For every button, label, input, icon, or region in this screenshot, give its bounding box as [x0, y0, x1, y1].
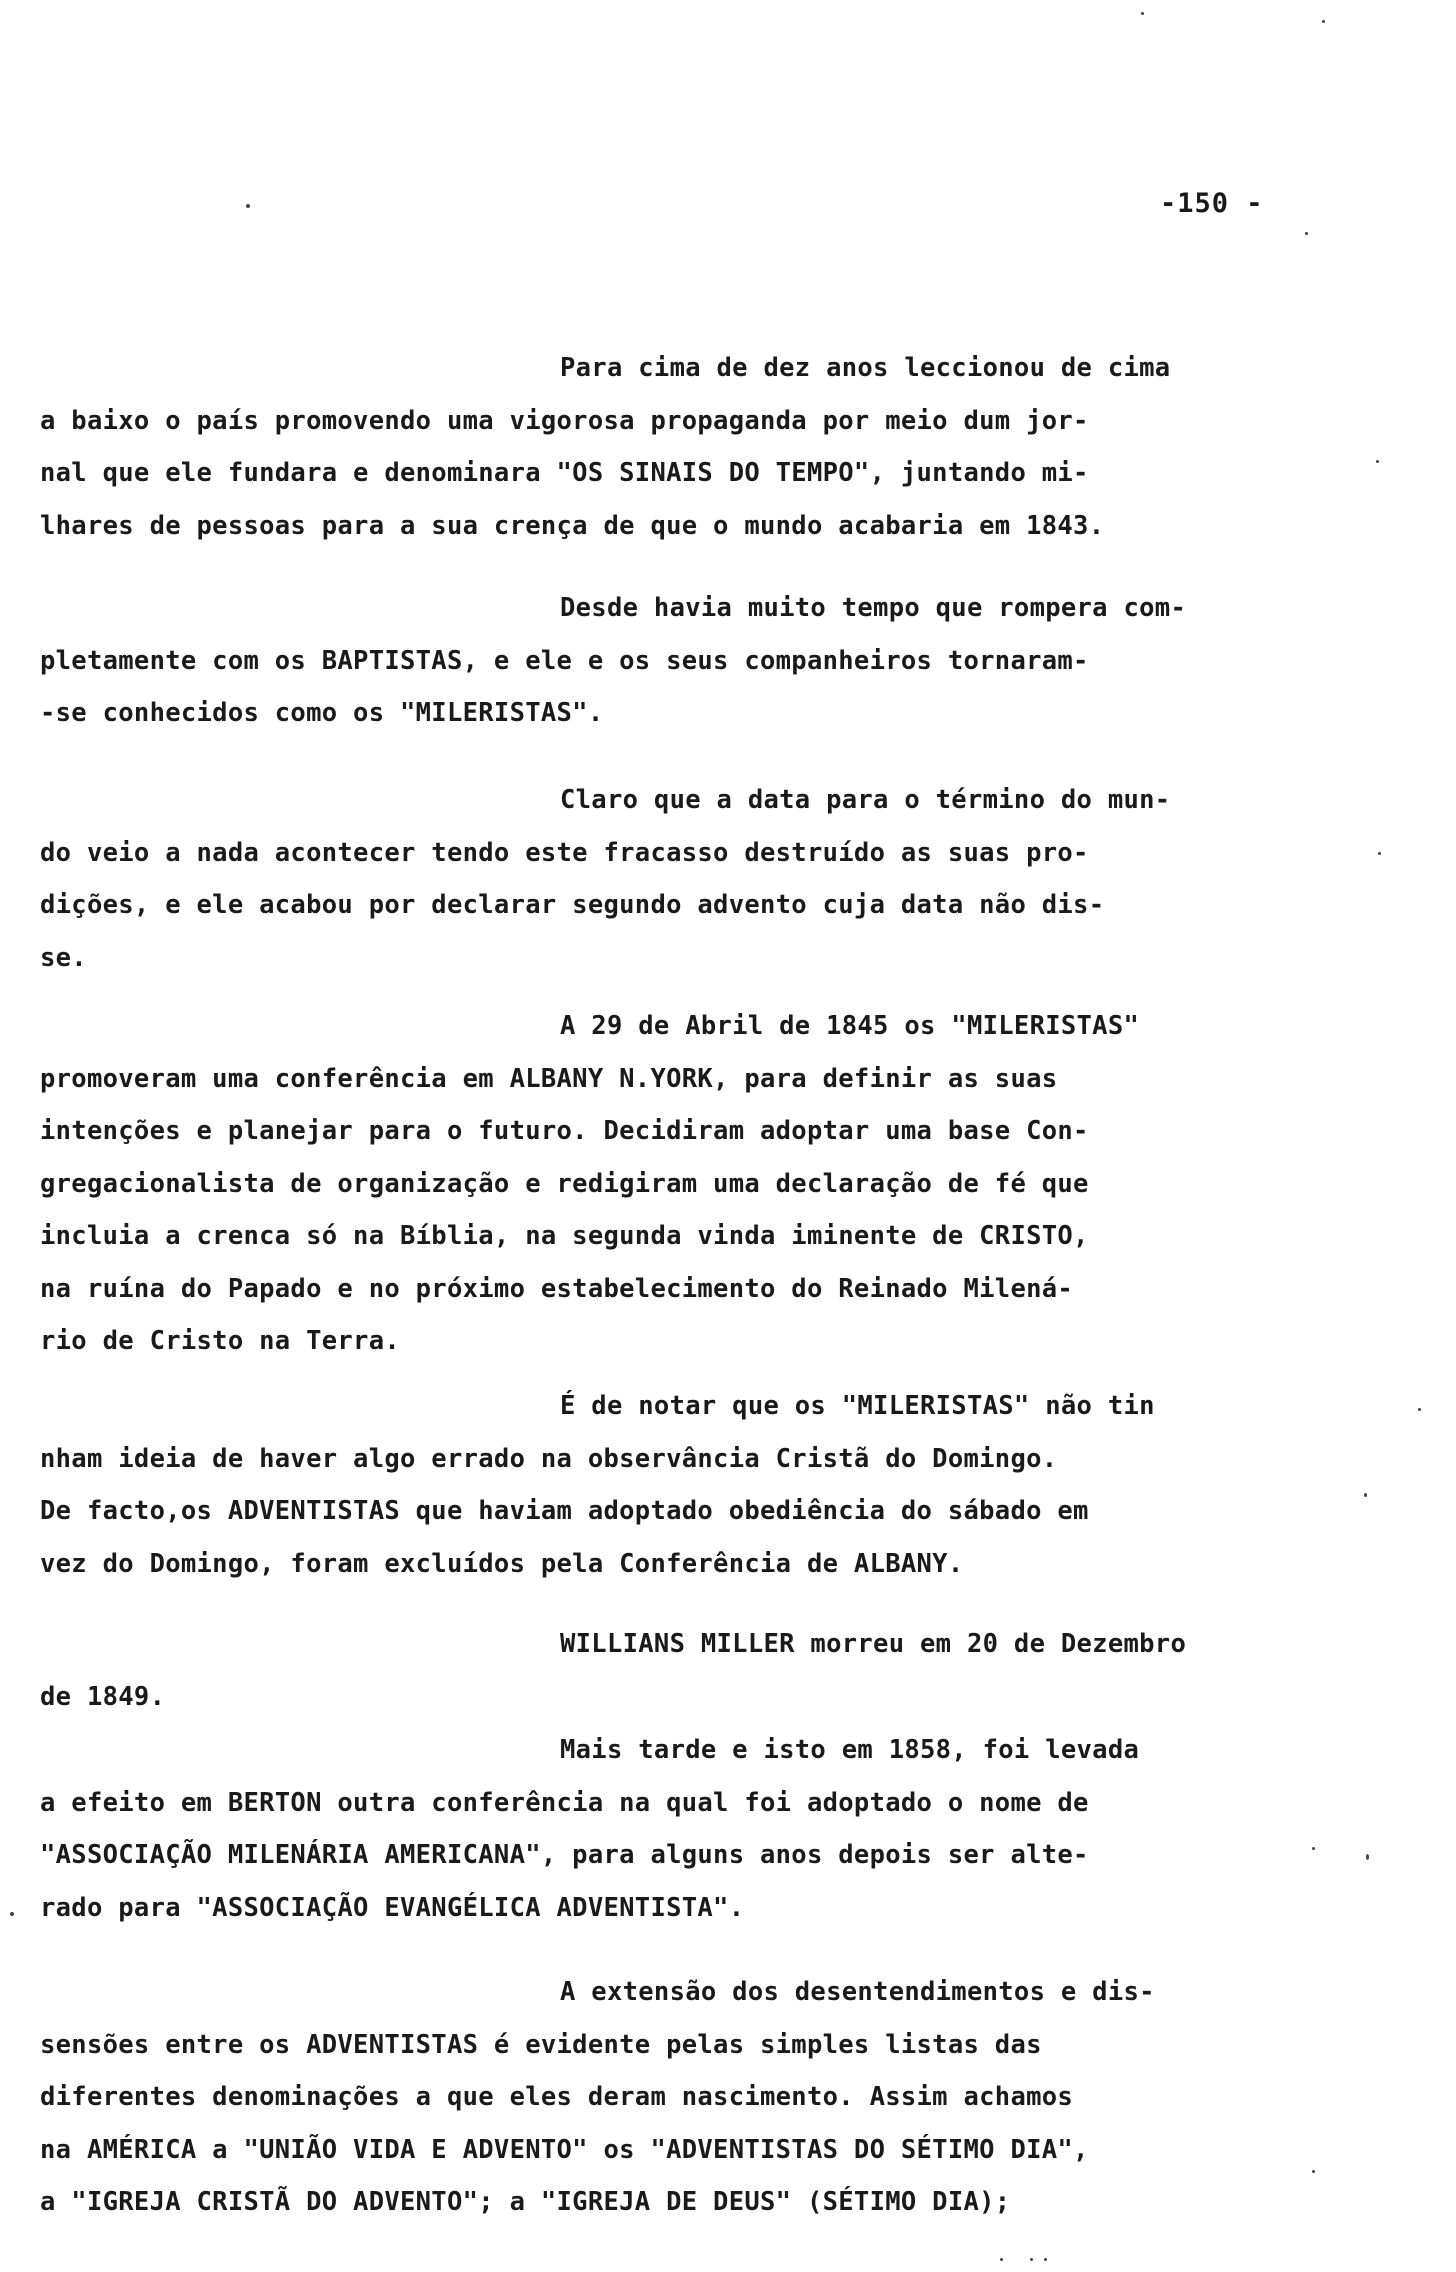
scan-speck [1305, 232, 1308, 235]
text-line: na AMÉRICA a "UNIÃO VIDA E ADVENTO" os "ADVENTISTAS DO SÉTIMO DIA", [40, 2134, 1089, 2165]
scan-speck [1366, 1854, 1369, 1860]
text-line: se. [40, 942, 87, 973]
text-line: Desde havia muito tempo que rompera com- [560, 593, 1187, 623]
text-line: diferentes denominações a que eles deram nascimento. Assim achamos [40, 2082, 1074, 2112]
scan-speck [1312, 2170, 1315, 2173]
page-number: -150 - [1160, 188, 1264, 219]
scan-speck [1364, 1493, 1367, 1497]
text-line: É de notar que os "MILERISTAS" não tin [560, 1391, 1155, 1421]
text-line: pletamente com os BAPTISTAS, e ele e os seus companheiros tornaram- [40, 645, 1089, 676]
text-line: vez do Domingo, foram excluídos pela Conferência de ALBANY. [40, 1548, 964, 1579]
text-line: sensões entre os ADVENTISTAS é evidente pelas simples listas das [40, 2029, 1042, 2060]
paragraph-7 [40, 1724, 1300, 1934]
paragraph-1 [40, 342, 1300, 552]
text-line: a "IGREJA CRISTÃ DO ADVENTO"; a "IGREJA DE DEUS" (SÉTIMO DIA); [40, 2187, 1011, 2217]
text-line: a efeito em BERTON outra conferência na qual foi adoptado o nome de [40, 1787, 1089, 1818]
text-line: Para cima de dez anos leccionou de cima [560, 353, 1171, 383]
paragraph-8 [40, 1966, 1300, 2229]
text-line: rado para "ASSOCIAÇÃO EVANGÉLICA ADVENTISTA". [40, 1892, 745, 1923]
text-line: nham ideia de haver algo errado na observância Cristã do Domingo. [40, 1443, 1058, 1474]
scan-speck [1030, 2258, 1033, 2261]
text-line: -se conhecidos como os "MILERISTAS". [40, 698, 604, 728]
paragraph-6 [40, 1618, 1300, 1723]
text-line: de 1849. [40, 1681, 166, 1712]
scan-speck [1322, 20, 1325, 23]
scan-speck [1376, 460, 1379, 463]
text-line: promoveram uma conferência em ALBANY N.YORK, para definir as suas [40, 1063, 1058, 1094]
text-line: do veio a nada acontecer tendo este fracasso destruído as suas pro- [40, 837, 1089, 868]
paragraph-2 [40, 582, 1300, 740]
text-line: nal que ele fundara e denominara "OS SINAIS DO TEMPO", juntando mi- [40, 458, 1089, 488]
text-line: A 29 de Abril de 1845 os "MILERISTAS" [560, 1011, 1140, 1041]
text-line: incluia a crenca só na Bíblia, na segunda vinda iminente de CRISTO, [40, 1221, 1089, 1251]
paragraph-5 [40, 1380, 1300, 1590]
text-line: De facto,os ADVENTISTAS que haviam adoptado obediência do sábado em [40, 1496, 1089, 1526]
text-line: WILLIANS MILLER morreu em 20 de Dezembro [560, 1629, 1187, 1659]
scan-speck [246, 204, 250, 208]
scan-speck [1418, 1408, 1421, 1411]
paragraph-4 [40, 1000, 1300, 1368]
text-line: A extensão dos desentendimentos e dis- [560, 1977, 1155, 2007]
scan-speck [10, 1912, 14, 1916]
text-line: rio de Cristo na Terra. [40, 1326, 401, 1356]
scan-speck [1000, 2258, 1003, 2261]
text-line: Mais tarde e isto em 1858, foi levada [560, 1735, 1140, 1765]
text-line: dições, e ele acabou por declarar segundo advento cuja data não dis- [40, 890, 1105, 920]
text-line: intenções e planejar para o futuro. Decidiram adoptar uma base Con- [40, 1116, 1089, 1146]
paragraph-3 [40, 774, 1300, 984]
scan-speck [1378, 852, 1381, 855]
scan-speck [1141, 12, 1144, 15]
text-line: gregacionalista de organização e redigiram uma declaração de fé que [40, 1168, 1089, 1199]
text-line: Claro que a data para o término do mun- [560, 785, 1171, 815]
scan-speck [1044, 2258, 1047, 2261]
text-line: "ASSOCIAÇÃO MILENÁRIA AMERICANA", para alguns anos depois ser alte- [40, 1840, 1089, 1870]
scan-speck [1312, 1847, 1315, 1850]
text-line: lhares de pessoas para a sua crença de que o mundo acabaria em 1843. [40, 510, 1105, 541]
text-line: a baixo o país promovendo uma vigorosa propaganda por meio dum jor- [40, 405, 1089, 436]
text-line: na ruína do Papado e no próximo estabelecimento do Reinado Milená- [40, 1273, 1074, 1304]
